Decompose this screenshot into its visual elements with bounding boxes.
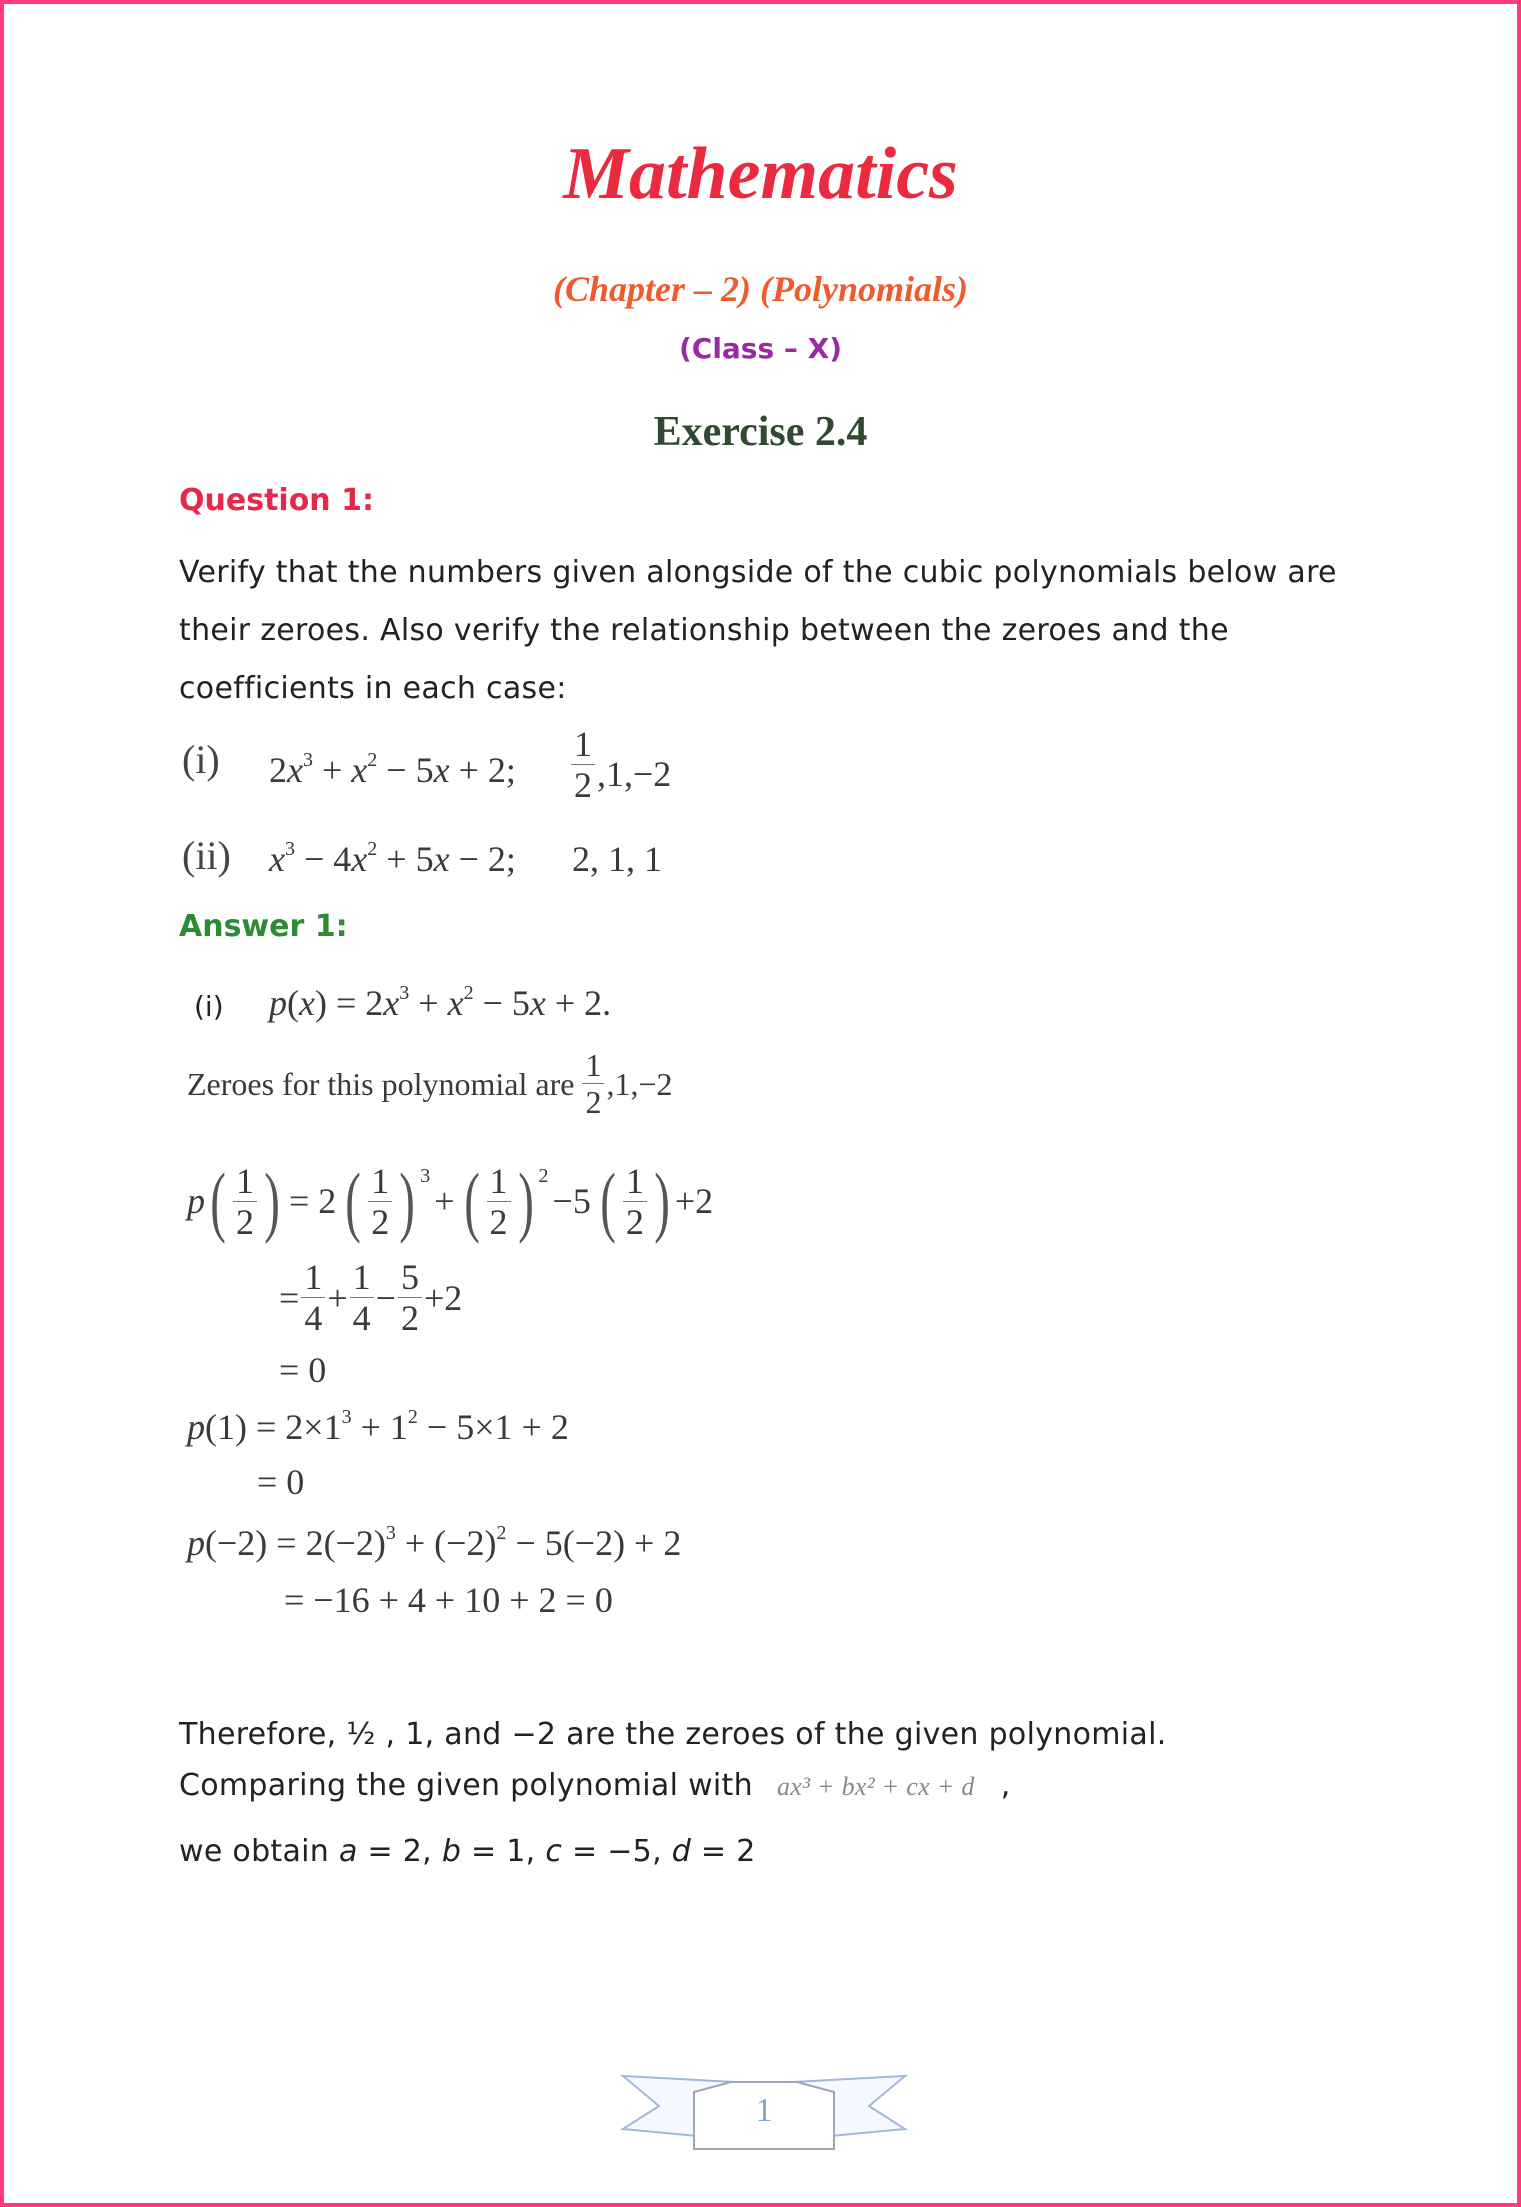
step-p-half-simplified: = $\frac{1}{4}$ + $\frac{1}{4}$ − $\frac{5}{2}$ +2: [279, 1257, 463, 1338]
step-p-half-result: = 0: [279, 1350, 327, 1390]
therefore-statement: Therefore, ½ , 1, and −2 are the zeroes of the given polynomial.: [179, 1717, 1167, 1752]
part-label: (i): [182, 737, 220, 782]
comparing-prefix: Comparing the given polynomial with: [179, 1768, 753, 1803]
coefficients-statement: we obtain a = 2, b = 1, c = −5, d = 2: [179, 1834, 756, 1869]
part-ii-zeroes: 2, 1, 1: [572, 839, 662, 879]
part-ii-polynomial: $x^3 - 4x^2 + 5x - 2$;: [269, 838, 516, 879]
comparing-statement: [179, 1768, 1011, 1803]
question-heading: Question 1:: [179, 483, 374, 518]
zeroes-text: Zeroes for this polynomial are: [187, 1066, 575, 1102]
question-part-ii: [182, 832, 231, 879]
page-title: Mathematics: [563, 133, 958, 215]
part-i-polynomial: $2x^3 + x^2 - 5x + 2$;: [269, 749, 516, 790]
class-label: (Class – X): [678, 332, 843, 365]
chapter-subtitle: (Chapter – 2) (Polynomials): [553, 269, 968, 309]
question-text: Verify that the numbers given alongside of the cubic polynomials below are their zeroes. Also verify the relationship between the zeroes and the coefficients in each case:: [179, 555, 1337, 706]
answer-part-label: (i): [194, 990, 224, 1023]
step-p-minus-two-result: = −16 + 4 + 10 + 2 = 0: [284, 1580, 613, 1620]
answer-heading: Answer 1:: [179, 909, 348, 944]
page-number-ribbon: [619, 2064, 909, 2154]
zeroes-statement: Zeroes for this polynomial are $\frac{1}{2}$ ,1,−2: [187, 1047, 673, 1120]
step-p-half: p ( $\frac{1}{2}$ ) = 2 ( $\frac{1}{2}$ ) 3 + ( $\frac{1}{2}$ ) 2 −5 ( $\frac{1}{2}$ ) +2: [187, 1157, 714, 1244]
part-label: (ii): [182, 833, 231, 878]
step-p-minus-two: $p(-2) = 2(-2)^3 + (-2)^2 - 5(-2) + 2$: [187, 1522, 682, 1563]
exercise-title: Exercise 2.4: [653, 409, 868, 455]
comparing-suffix: ,: [1000, 1768, 1011, 1803]
px-definition: $p(x) = 2x^3 + x^2 - 5x + 2$.: [269, 982, 612, 1023]
part-i-zeroes: $\frac{1}{2}$ ,1,−2: [569, 726, 671, 803]
step-p-one: $p(1) = 2\times 1^3 + 1^2 - 5\times 1 + 2$: [187, 1406, 569, 1447]
question-part-i: [182, 736, 220, 783]
step-p-one-result: = 0: [257, 1462, 305, 1502]
page-number: 1: [755, 2092, 773, 2129]
general-form: ax³ + bx² + cx + d: [776, 1772, 975, 1801]
